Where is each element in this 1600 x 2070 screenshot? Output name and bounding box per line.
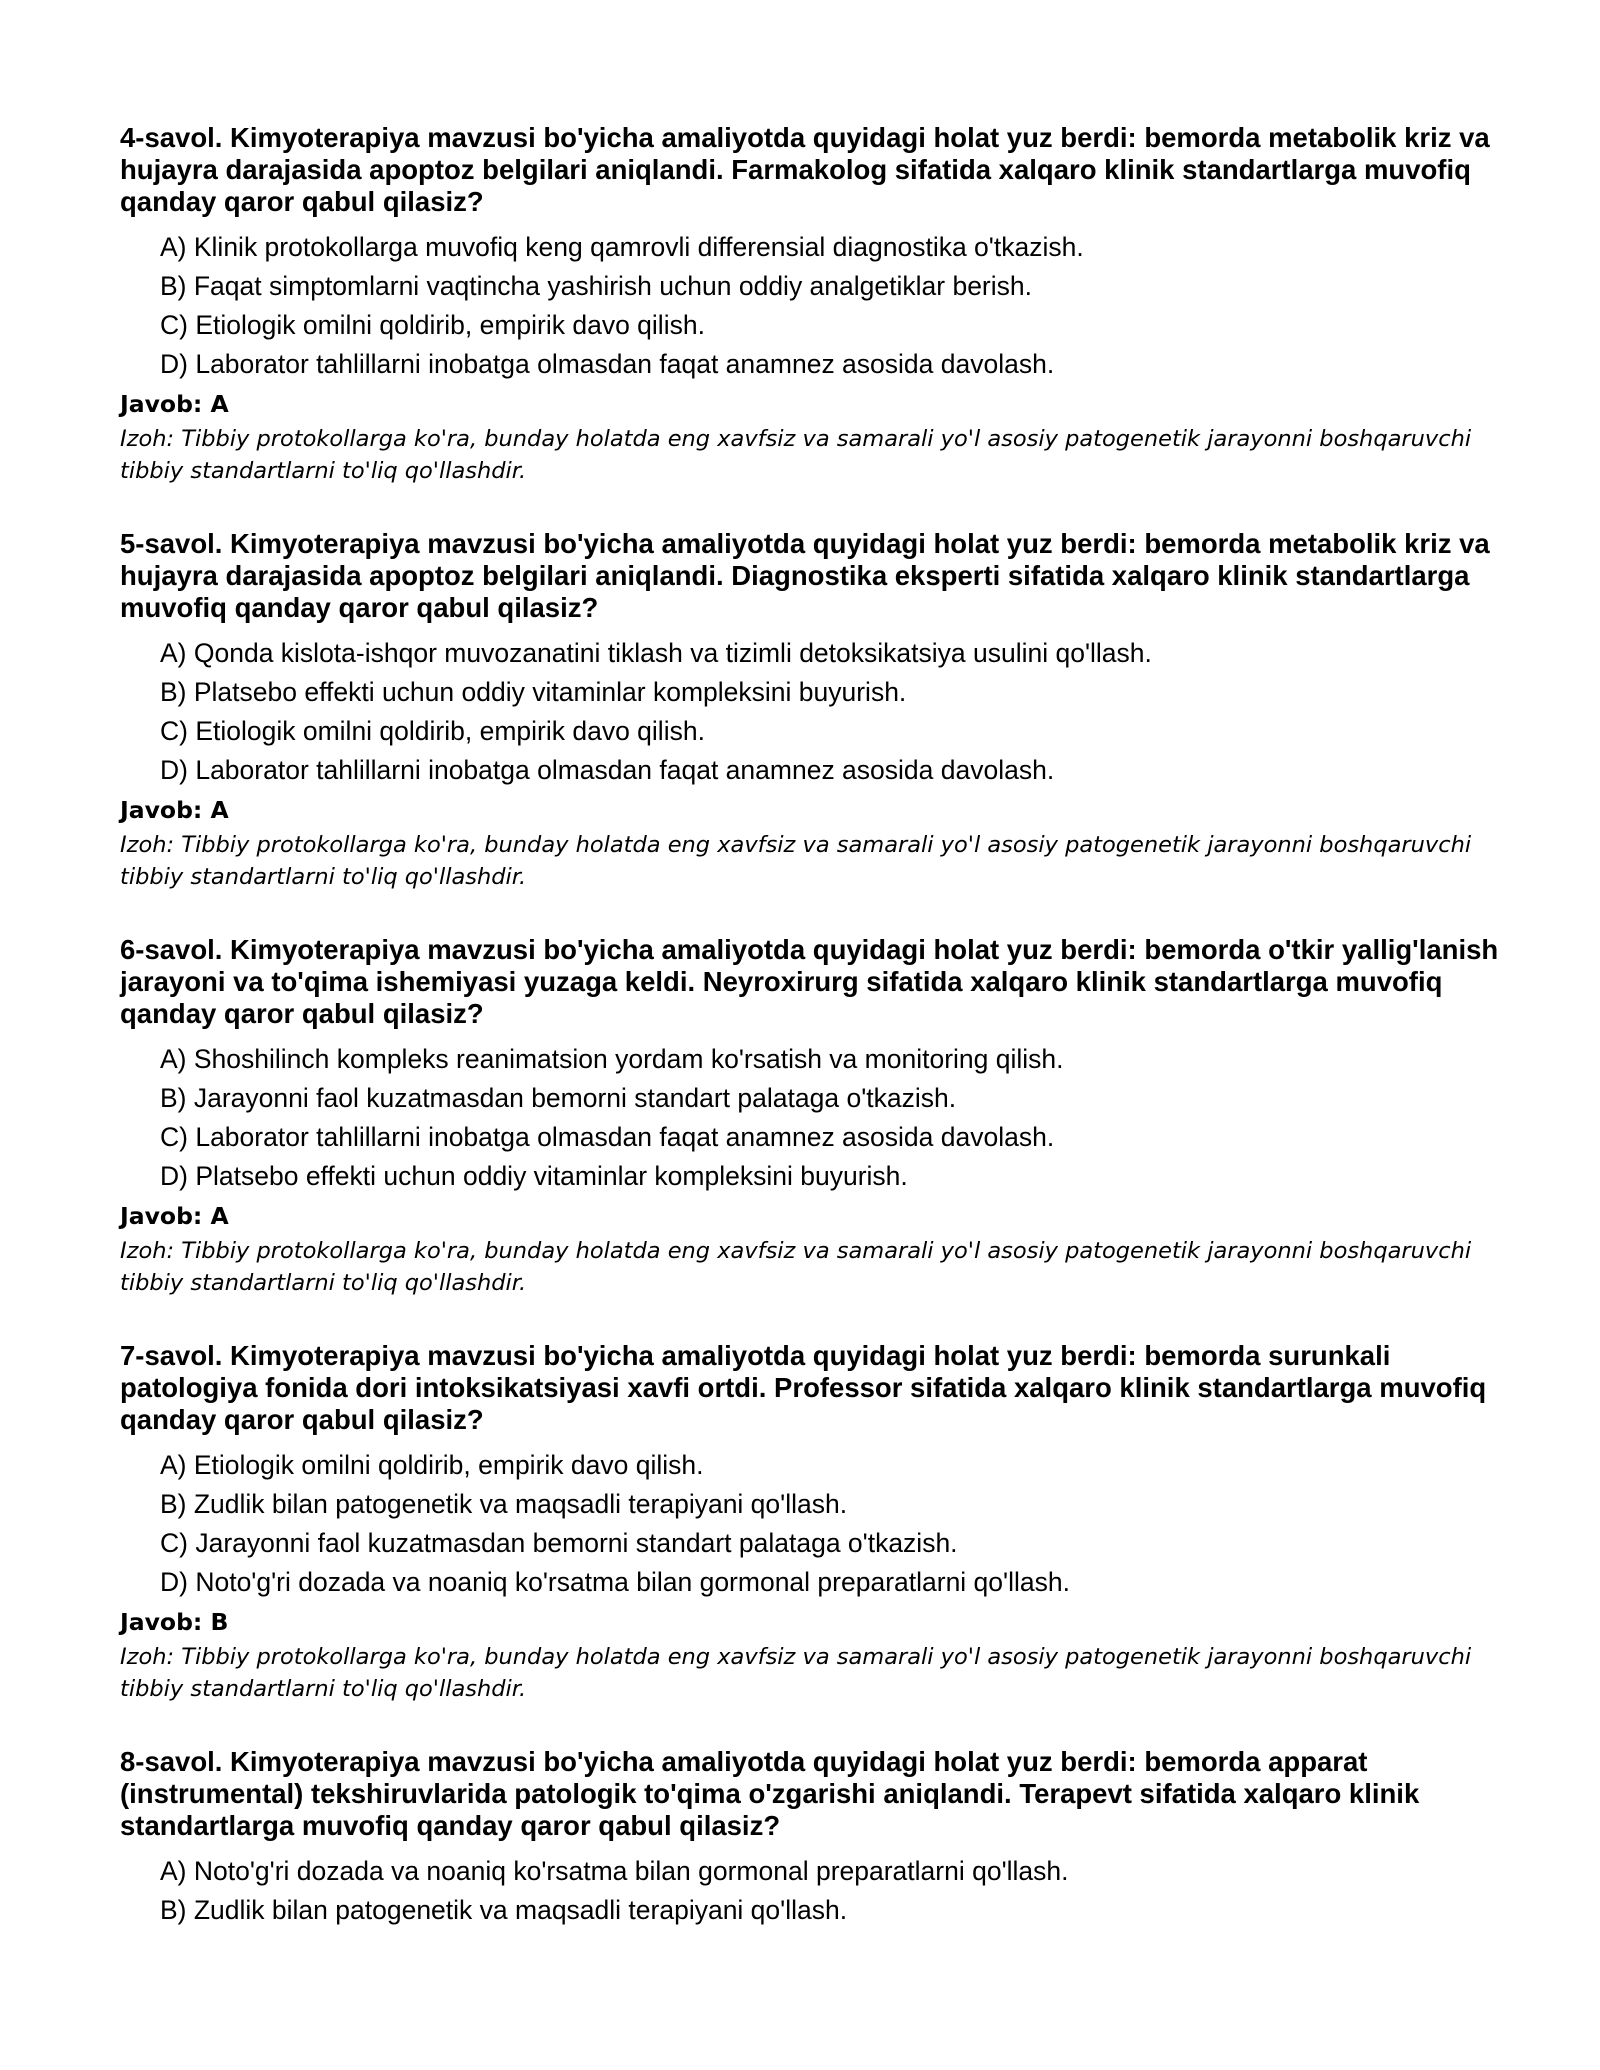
correct-answer: Javob: A [120, 390, 229, 418]
option-b: B) Jarayonni faol kuzatmasdan bemorni standart palataga o'tkazish. [160, 1083, 957, 1113]
document-page [120, 122, 1500, 1971]
correct-answer: Javob: A [120, 1202, 229, 1230]
option-a: A) Shoshilinch kompleks reanimatsion yordam ko'rsatish va monitoring qilish. [160, 1044, 1064, 1074]
question-text: 7-savol. Kimyoterapiya mavzusi bo'yicha amaliyotda quyidagi holat yuz berdi: bemorda surunkali patologiya fonida dori intoksikatsiyasi xavfi ortdi. Professor sifatida xalqaro klinik standartlarga muvofiq qanday qaror qabul qilasiz? [120, 1340, 1487, 1435]
answer-options [120, 634, 1500, 790]
correct-answer: Javob: B [120, 1608, 229, 1636]
option-b: B) Faqat simptomlarni vaqtincha yashirish uchun oddiy analgetiklar berish. [160, 271, 1032, 301]
answer-options [120, 1446, 1500, 1602]
option-b: B) Zudlik bilan patogenetik va maqsadli terapiyani qo'llash. [160, 1489, 848, 1519]
option-b: B) Zudlik bilan patogenetik va maqsadli terapiyani qo'llash. [160, 1895, 848, 1925]
option-c: C) Etiologik omilni qoldirib, empirik davo qilish. [160, 716, 705, 746]
explanation-note: Izoh: Tibbiy protokollarga ko'ra, bunday holatda eng xavfsiz va samarali yo'l asosiy patogenetik jarayonni boshqaruvchi tibbiy standartlarni to'liq qo'llashdir. [120, 1238, 1472, 1296]
explanation-note: Izoh: Tibbiy protokollarga ko'ra, bunday holatda eng xavfsiz va samarali yo'l asosiy patogenetik jarayonni boshqaruvchi tibbiy standartlarni to'liq qo'llashdir. [120, 832, 1472, 890]
answer-options [120, 228, 1500, 384]
question-text: 4-savol. Kimyoterapiya mavzusi bo'yicha amaliyotda quyidagi holat yuz berdi: bemorda metabolik kriz va hujayra darajasida apoptoz belgilari aniqlandi. Farmakolog sifatida xalqaro klinik standartlarga muvofiq qanday qaror qabul qilasiz? [120, 122, 1490, 217]
option-a: A) Noto'g'ri dozada va noaniq ko'rsatma bilan gormonal preparatlarni qo'llash. [160, 1856, 1069, 1886]
option-a: A) Klinik protokollarga muvofiq keng qamrovli differensial diagnostika o'tkazish. [160, 232, 1084, 262]
question-7 [120, 1340, 1500, 1705]
option-d: D) Laborator tahlillarni inobatga olmasdan faqat anamnez asosida davolash. [160, 349, 1055, 379]
option-d: D) Noto'g'ri dozada va noaniq ko'rsatma bilan gormonal preparatlarni qo'llash. [160, 1567, 1070, 1597]
explanation-note: Izoh: Tibbiy protokollarga ko'ra, bunday holatda eng xavfsiz va samarali yo'l asosiy patogenetik jarayonni boshqaruvchi tibbiy standartlarni to'liq qo'llashdir. [120, 1644, 1472, 1702]
answer-options [120, 1852, 1500, 1930]
option-d: D) Laborator tahlillarni inobatga olmasdan faqat anamnez asosida davolash. [160, 755, 1055, 785]
option-c: C) Jarayonni faol kuzatmasdan bemorni standart palataga o'tkazish. [160, 1528, 958, 1558]
option-a: A) Qonda kislota-ishqor muvozanatini tiklash va tizimli detoksikatsiya usulini qo'llash. [160, 638, 1152, 668]
question-text: 8-savol. Kimyoterapiya mavzusi bo'yicha amaliyotda quyidagi holat yuz berdi: bemorda apparat (instrumental) tekshiruvlarida patologik to'qima o'zgarishi aniqlandi. Terapevt sifatida xalqaro klinik standartlarga muvofiq qanday qaror qabul qilasiz? [120, 1746, 1420, 1841]
option-c: C) Laborator tahlillarni inobatga olmasdan faqat anamnez asosida davolash. [160, 1122, 1055, 1152]
answer-options [120, 1040, 1500, 1196]
option-a: A) Etiologik omilni qoldirib, empirik davo qilish. [160, 1450, 704, 1480]
option-d: D) Platsebo effekti uchun oddiy vitaminlar kompleksini buyurish. [160, 1161, 908, 1191]
question-6 [120, 934, 1500, 1299]
correct-answer: Javob: A [120, 796, 229, 824]
question-4 [120, 122, 1500, 487]
option-c: C) Etiologik omilni qoldirib, empirik davo qilish. [160, 310, 705, 340]
question-8 [120, 1746, 1500, 1930]
question-text: 6-savol. Kimyoterapiya mavzusi bo'yicha amaliyotda quyidagi holat yuz berdi: bemorda o'tkir yallig'lanish jarayoni va to'qima ishemiyasi yuzaga keldi. Neyroxirurg sifatida xalqaro klinik standartlarga muvofiq qanday qaror qabul qilasiz? [120, 934, 1499, 1029]
explanation-note: Izoh: Tibbiy protokollarga ko'ra, bunday holatda eng xavfsiz va samarali yo'l asosiy patogenetik jarayonni boshqaruvchi tibbiy standartlarni to'liq qo'llashdir. [120, 426, 1472, 484]
question-text: 5-savol. Kimyoterapiya mavzusi bo'yicha amaliyotda quyidagi holat yuz berdi: bemorda metabolik kriz va hujayra darajasida apoptoz belgilari aniqlandi. Diagnostika eksperti sifatida xalqaro klinik standartlarga muvofiq qanday qaror qabul qilasiz? [120, 528, 1490, 623]
option-b: B) Platsebo effekti uchun oddiy vitaminlar kompleksini buyurish. [160, 677, 907, 707]
question-5 [120, 528, 1500, 893]
